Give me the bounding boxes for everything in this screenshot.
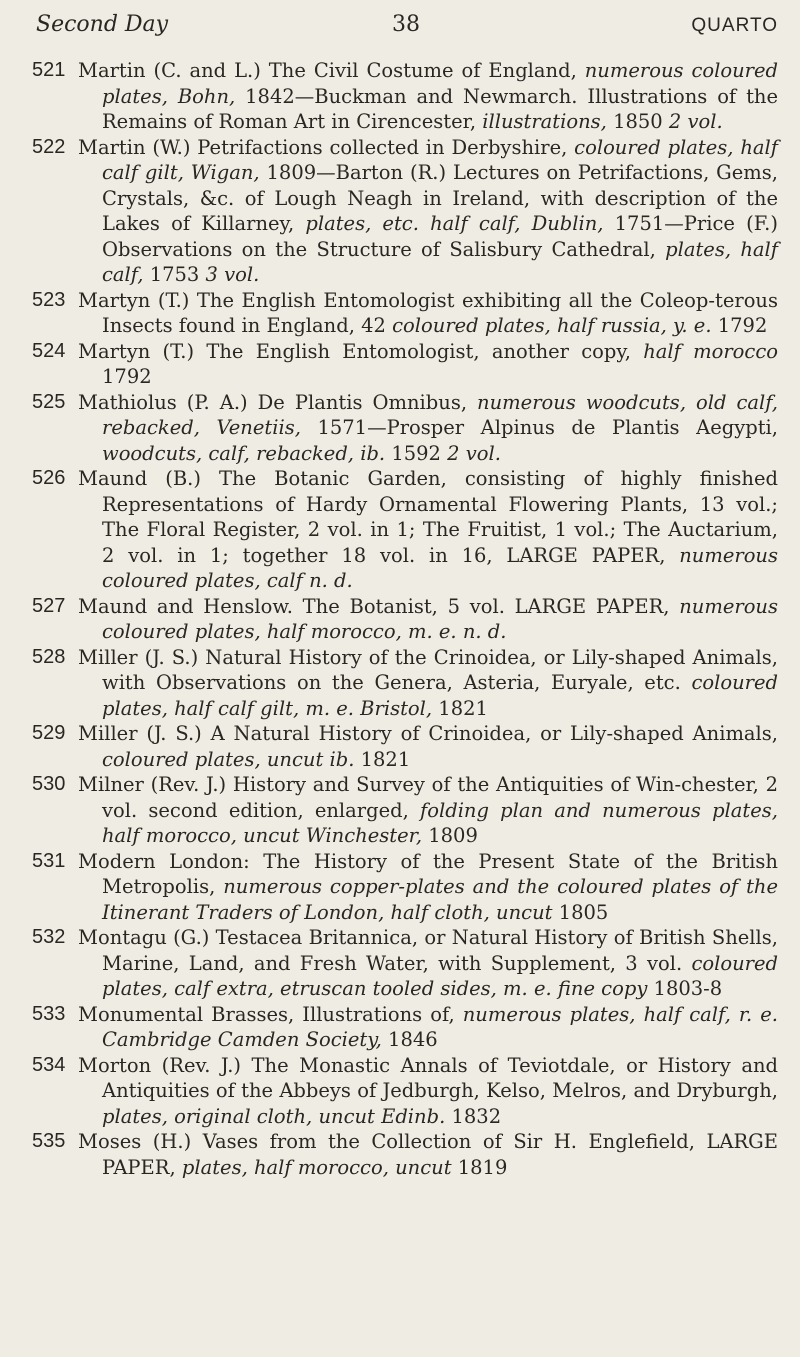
entry-text: Moses (H.) Vases from the Collection of Sir H. Englefield, LARGE PAPER, plates, half morocco, uncut 1819 xyxy=(78,1130,778,1179)
catalogue-entry xyxy=(0,466,800,594)
catalogue-entry xyxy=(0,721,800,772)
lot-number: 525 xyxy=(32,390,66,413)
entry-text: Modern London: The History of the Present State of the British Metropolis, numerous copper-plates and the coloured plates of the Itinerant Traders of London, half cloth, uncut 1805 xyxy=(78,849,778,924)
entry-text: Mathiolus (P. A.) De Plantis Omnibus, numerous woodcuts, old calf, rebacked, Venetiis, 1571—Prosper Alpinus de Plantis Aegypti, woodcuts, calf, rebacked, ib. 1592 2 vol. xyxy=(78,390,779,465)
catalogue-entry xyxy=(0,849,800,926)
catalogue-entry xyxy=(0,339,800,390)
entry-text: Montagu (G.) Testacea Britannica, or Natural History of British Shells, Marine, Land, and Fresh Water, with Supplement, 3 vol. coloured plates, calf extra, etruscan tooled sides, m. e. fine copy 1803-8 xyxy=(78,926,778,1000)
lot-number: 527 xyxy=(32,594,66,617)
catalogue-entry xyxy=(0,1053,800,1130)
catalogue-entry xyxy=(0,135,800,288)
catalogue-entry xyxy=(0,1002,800,1053)
catalogue-entry xyxy=(0,772,800,849)
lot-number: 528 xyxy=(32,645,66,668)
lot-number: 523 xyxy=(32,288,66,311)
entry-text: Maund (B.) The Botanic Garden, consisting of highly finished Representations of Hardy Ornamental Flowering Plants, 13 vol.; The Floral Register, 2 vol. in 1; The Fruitist, 1 vol.; The Auctarium, 2 vol. in 1; together 18 vol. in 16, LARGE PAPER, numerous coloured plates, calf n. d. xyxy=(78,467,778,592)
catalogue-entry xyxy=(0,390,800,467)
catalogue-entry xyxy=(0,1129,800,1180)
lot-number: 530 xyxy=(32,773,66,795)
lot-number: 531 xyxy=(32,849,66,872)
catalogue-entries xyxy=(0,58,800,1180)
entry-text: Martyn (T.) The English Entomologist exhibiting all the Coleop-terous Insects found in England, 42 coloured plates, half russia, y. e. 1792 xyxy=(78,288,778,337)
lot-number: 524 xyxy=(32,339,66,362)
entry-text: Monumental Brasses, Illustrations of, numerous plates, half calf, r. e. Cambridge Camden Society, 1846 xyxy=(78,1002,778,1051)
entry-text: Martin (C. and L.) The Civil Costume of England, numerous coloured plates, Bohn, 1842—Buckman and Newmarch. Illustrations of the Remains of Roman Art in Cirencester, illustrations, 1850 2 vol. xyxy=(78,59,779,133)
page-number: 38 xyxy=(392,12,420,37)
entry-text: Morton (Rev. J.) The Monastic Annals of Teviotdale, or History and Antiquities of the Abbeys of Jedburgh, Kelso, Melros, and Dryburgh, plates, original cloth, uncut Edinb. 1832 xyxy=(78,1053,778,1128)
lot-number: 529 xyxy=(32,722,66,744)
running-head-right: QUARTO xyxy=(691,15,778,36)
running-head-left: Second Day xyxy=(36,12,169,37)
lot-number: 526 xyxy=(32,467,66,489)
entry-text: Martyn (T.) The English Entomologist, another copy, half morocco 1792 xyxy=(78,339,778,388)
lot-number: 521 xyxy=(32,59,66,81)
lot-number: 535 xyxy=(32,1130,66,1152)
lot-number: 533 xyxy=(32,1002,66,1025)
catalogue-entry xyxy=(0,645,800,722)
entry-text: Maund and Henslow. The Botanist, 5 vol. LARGE PAPER, numerous coloured plates, half morocco, m. e. n. d. xyxy=(78,594,778,643)
lot-number: 532 xyxy=(32,926,66,948)
page-header xyxy=(36,12,778,46)
entry-text: Martin (W.) Petrifactions collected in Derbyshire, coloured plates, half calf gilt, Wigan, 1809—Barton (R.) Lectures on Petrifactions, Gems, Crystals, &c. of Lough Neagh in Ireland, with description of the Lakes of Killarney, plates, etc. half calf, Dublin, 1751—Price (F.) Observations on the Structure of Salisbury Cathedral, plates, half calf, 1753 3 vol. xyxy=(78,135,778,286)
catalogue-entry xyxy=(0,58,800,135)
entry-text: Milner (Rev. J.) History and Survey of the Antiquities of Win-chester, 2 vol. second edition, enlarged, folding plan and numerous plates, half morocco, uncut Winchester, 1809 xyxy=(78,773,778,847)
catalogue-entry xyxy=(0,288,800,339)
catalogue-entry xyxy=(0,925,800,1002)
lot-number: 534 xyxy=(32,1053,66,1076)
catalogue-entry xyxy=(0,594,800,645)
entry-text: Miller (J. S.) A Natural History of Crinoidea, or Lily-shaped Animals, coloured plates, uncut ib. 1821 xyxy=(78,722,778,771)
lot-number: 522 xyxy=(32,135,66,158)
entry-text: Miller (J. S.) Natural History of the Crinoidea, or Lily-shaped Animals, with Observations on the Genera, Asteria, Euryale, etc. coloured plates, half calf gilt, m. e. Bristol, 1821 xyxy=(78,645,778,720)
